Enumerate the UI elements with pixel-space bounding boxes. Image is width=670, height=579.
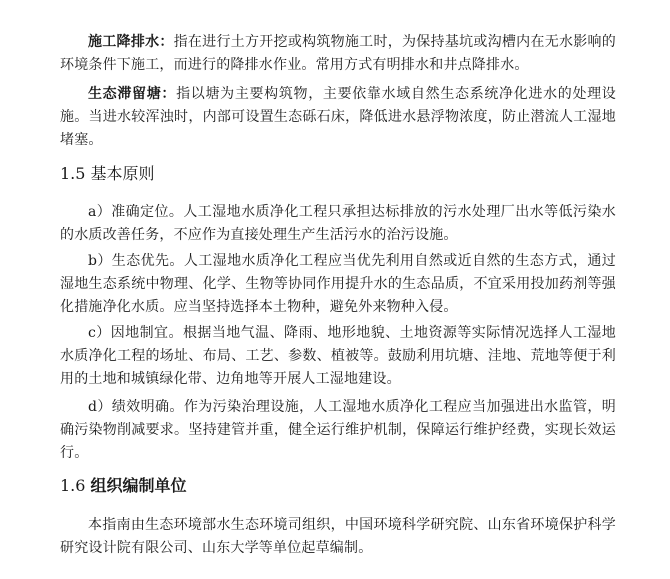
principle-ecology-first: b）生态优先。人工湿地水质净化工程应当优先利用自然或近自然的生态方式，通过湿地生态系统中物理、化学、生物等协同作用提升水的生态品质，不宜采用投加药剂等强化措施净化水质。应当坚持选择本土物种，避免外来物种入侵。 <box>60 253 616 315</box>
section-heading-1-6 <box>60 475 187 497</box>
section-number: 1.6 <box>60 476 86 495</box>
definition-text: 指在进行土方开挖或构筑物施工时，为保持基坑或沟槽内在无水影响的环境条件下施工，而进行的降排水作业。常用方式有明排水和井点降排水。 <box>60 34 617 73</box>
compiling-organizations-paragraph: 本指南由生态环境部水生态环境司组织，中国环境科学研究院、山东省环境保护科学研究设计院有限公司、山东大学等单位起草编制。 <box>60 517 616 556</box>
definition-term: 生态滞留塘： <box>88 86 177 102</box>
principle-local-adaptation: c）因地制宜。根据当地气温、降雨、地形地貌、土地资源等实际情况选择人工湿地水质净化工程的场址、布局、工艺、参数、植被等。鼓励利用坑塘、洼地、荒地等便于利用的土地和城镇绿化带、边角地等开展人工湿地建设。 <box>60 325 616 387</box>
section-title: 组织编制单位 <box>90 476 187 495</box>
principle-clear-performance: d）绩效明确。作为污染治理设施，人工湿地水质净化工程应当加强进出水监管，明确污染物削减要求。坚持建管并重，健全运行维护机制，保障运行维护经费，实现长效运行。 <box>60 399 616 461</box>
definition-construction-dewatering <box>60 31 616 77</box>
section-title: 基本原则 <box>90 164 155 183</box>
definition-term: 施工降排水： <box>88 34 174 50</box>
section-heading-1-5 <box>60 163 155 185</box>
section-number: 1.5 <box>60 164 86 183</box>
definition-text: 指以塘为主要构筑物，主要依靠水域自然生态系统净化进水的处理设施。当进水较浑浊时，内部可设置生态砾石床，降低进水悬浮物浓度，防止潜流人工湿地堵塞。 <box>60 86 617 148</box>
definition-ecological-retention-pond <box>60 83 616 152</box>
principle-accurate-positioning: a）准确定位。人工湿地水质净化工程只承担达标排放的污水处理厂出水等低污染水的水质改善任务，不应作为直接处理生产生活污水的治污设施。 <box>60 204 616 243</box>
